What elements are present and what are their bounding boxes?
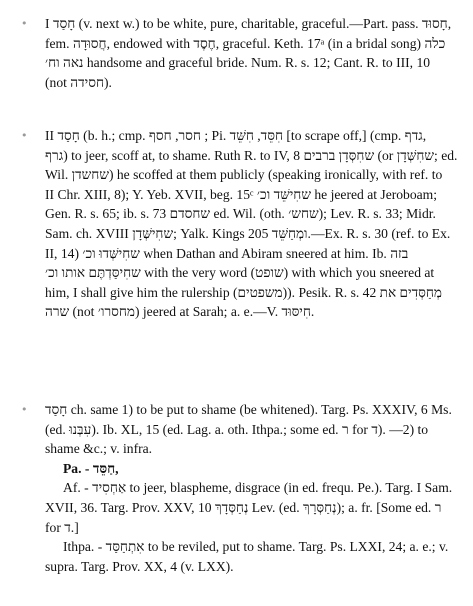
entry-line: Wil. שחשדן) he scoffed at them publicly (speaking ironically, with ref. to — [45, 167, 443, 183]
entry-line: for ד.] — [45, 519, 79, 535]
entry-line: שחִיסַּדְתֶּם אותו וכ׳ with the very word (שופט) with which you sneered at — [45, 265, 435, 281]
entry-line: II, 14) שחִישְּׁדוּ וכ׳ when Dathan and Abiram sneered at him. Ib. בזה — [45, 245, 409, 261]
bullet: • — [21, 129, 28, 142]
entry-hasad-1 — [21, 14, 461, 92]
entry-line: supra. Targ. Prov. XX, 4 (v. LXX). — [45, 558, 234, 574]
entry-line: חָסַד ch. same 1) to be put to shame (be whitened). Targ. Ps. XXXIV, 6 Ms. — [45, 402, 452, 417]
entry-line: Af. - אַחְסִיד to jeer, blaspheme, disgrace (in ed. frequ. Pe.). Targ. I Sam. — [63, 480, 453, 496]
entry-line: Gen. R. s. 65; ib. s. 73 שחסדם ed. Wil. (oth. שחש׳); Lev. R. s. 33; Midr. — [45, 206, 436, 222]
entry-line: שרה (not מחסרו׳) jeered at Sarah; a. e.—V. חִיסּוּד. — [45, 304, 315, 320]
entry-hasad-2 — [21, 126, 461, 322]
entry-hasad-ch — [21, 400, 461, 576]
entry-line: XVII, 36. Targ. Prov. XXV, 10 נְחַסְּדָךְ Lev. (ed. נְחַסְּרָךְ); a. fr. [Some ed. ר — [45, 499, 442, 515]
bullet: • — [21, 17, 28, 30]
entry-line: גרף) to jeer, scoff at, to shame. Ruth R. to IV, 8 שחִסְּדָן ברבים (or שחִשְּׁדָן; ed. — [45, 147, 458, 163]
entry-line: נאה וח׳ handsome and graceful bride. Num. R. s. 12; Cant. R. to III, 10 — [45, 55, 431, 71]
entry-line: Pa. - חַסֵּד, — [63, 460, 119, 476]
entry-line: II Chr. XIII, 8); Y. Yeb. XVII, beg. 15ᶜ שחִישֵּׁד וכ׳ he jeered at Jeroboam; — [45, 186, 438, 202]
entry-line: Ithpa. - אִתְחַסַּד to be reviled, put to shame. Targ. Ps. LXXI, 24; a. e.; v. — [63, 539, 449, 555]
bullet: • — [21, 403, 28, 416]
entry-line: (ed. עִבְּנוּ). Ib. XL, 15 (ed. Lag. a. oth. Ithpa.; some ed. ר for ד). —2) to — [45, 421, 429, 437]
entry-line: I חָסַד (v. next w.) to be white, pure, charitable, graceful.—Part. pass. חָסוּד, — [45, 16, 452, 31]
entry-line: (not חסידה). — [45, 74, 112, 90]
entry-line: shame &c.; v. infra. — [45, 441, 153, 457]
entry-line: fem. חֲסוּדָה, endowed with חֶסֶד, graceful. Keth. 17ᵃ (in a bridal song) כלה — [45, 35, 446, 51]
entry-line: Sam. ch. XVIII שחִישְּׁדָן; Yalk. Kings 205 ומְחַשֵּׁד.—Ex. R. s. 30 (ref. to Ex. — [45, 225, 451, 241]
entry-line: him, I shall give him the rulership (משפטים)). Pesik. R. s. 42 מְחַסְּדִים את — [45, 284, 442, 300]
entry-line: II חָסַד (b. h.; cmp. חסר, חסף ; Pi. חִסֵּד, חִשֵּׁד [to scrape off,] (cmp. גדף, — [45, 128, 427, 143]
